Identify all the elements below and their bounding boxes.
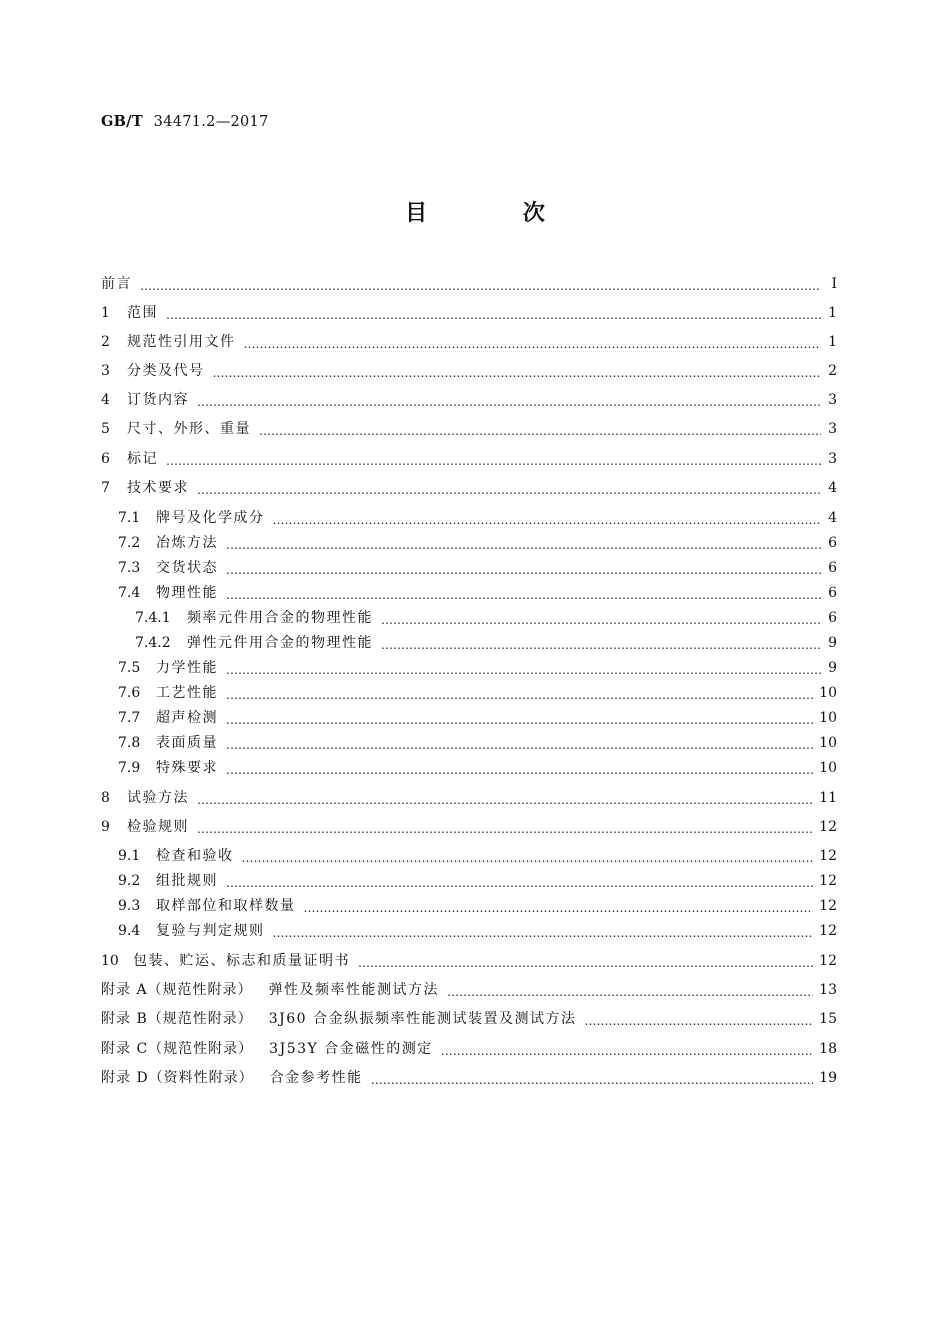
toc-dot-leader — [226, 583, 821, 603]
toc-dot-leader — [381, 608, 821, 628]
toc-entry-label: 技术要求 — [127, 480, 189, 496]
toc-entry-number: 附录 D（资料性附录） — [101, 1070, 254, 1086]
toc-entry[interactable] — [118, 896, 837, 916]
toc-entry-number: 9.4 — [118, 923, 141, 939]
toc-entry-page: 1 — [828, 334, 837, 350]
toc-entry[interactable] — [118, 733, 837, 753]
toc-entry-label: 频率元件用合金的物理性能 — [187, 610, 373, 626]
toc-entry-page: 6 — [828, 585, 837, 601]
toc-entry[interactable] — [118, 846, 837, 866]
toc-entry-label: 牌号及化学成分 — [156, 510, 265, 526]
toc-entry[interactable] — [101, 332, 837, 352]
toc-dot-leader — [226, 683, 813, 703]
toc-entry[interactable] — [118, 508, 837, 528]
page-title: 目 次 — [405, 201, 589, 226]
toc-entry-number: 2 — [101, 334, 110, 350]
toc-entry-page: 9 — [828, 660, 837, 676]
toc-entry-page: 13 — [819, 982, 837, 998]
toc-entry-label: 物理性能 — [156, 585, 218, 601]
toc-entry-number: 6 — [101, 451, 110, 467]
toc-dot-leader — [226, 733, 813, 753]
toc-entry[interactable] — [101, 817, 837, 837]
toc-entry-page: 6 — [828, 535, 837, 551]
toc-entry-label: 3J53Y 合金磁性的测定 — [269, 1041, 433, 1057]
toc-entry-page: 3 — [828, 392, 837, 408]
toc-dot-leader — [371, 1068, 813, 1088]
toc-entry-page: I — [831, 276, 837, 292]
toc-entry-number: 7.1 — [118, 510, 141, 526]
toc-entry-label: 检查和验收 — [156, 848, 234, 864]
toc-entry-label: 工艺性能 — [156, 685, 218, 701]
toc-entry-label: 复验与判定规则 — [156, 923, 265, 939]
toc-entry[interactable] — [118, 871, 837, 891]
standard-number: 34471.2—2017 — [153, 114, 269, 130]
toc-entry[interactable] — [118, 558, 837, 578]
toc-entry-page: 11 — [819, 790, 837, 806]
toc-entry-page: 10 — [819, 735, 837, 751]
toc-entry-label: 前言 — [101, 276, 132, 292]
toc-entry-page: 2 — [828, 363, 837, 379]
toc-entry[interactable] — [101, 980, 837, 1000]
toc-entry-label: 检验规则 — [127, 819, 189, 835]
toc-entry-number: 1 — [101, 305, 110, 321]
toc-entry-label: 分类及代号 — [127, 363, 205, 379]
toc-entry[interactable] — [101, 478, 837, 498]
toc-entry-page: 6 — [828, 610, 837, 626]
toc-entry[interactable] — [135, 633, 837, 653]
toc-entry-number: 7.7 — [118, 710, 141, 726]
toc-entry[interactable] — [101, 1039, 837, 1059]
toc-entry-page: 1 — [828, 305, 837, 321]
toc-entry[interactable] — [101, 449, 837, 469]
toc-entry-label: 弹性及频率性能测试方法 — [268, 982, 440, 998]
toc-entry[interactable] — [101, 951, 837, 971]
toc-entry-label: 试验方法 — [127, 790, 189, 806]
toc-entry-number: 7.6 — [118, 685, 141, 701]
standard-prefix: GB/T — [101, 113, 143, 130]
toc-entry[interactable] — [101, 274, 837, 294]
toc-dot-leader — [447, 980, 813, 1000]
toc-entry-number: 7 — [101, 480, 110, 496]
toc-dot-leader — [226, 708, 813, 728]
toc-entry[interactable] — [118, 658, 837, 678]
toc-entry[interactable] — [118, 708, 837, 728]
toc-entry-page: 10 — [819, 685, 837, 701]
toc-entry-number: 7.9 — [118, 760, 141, 776]
toc-entry-label: 规范性引用文件 — [127, 334, 236, 350]
toc-entry-number: 9 — [101, 819, 110, 835]
toc-entry-page: 12 — [819, 819, 837, 835]
toc-entry[interactable] — [101, 361, 837, 381]
toc-dot-leader — [358, 951, 813, 971]
toc-entry-label: 力学性能 — [156, 660, 218, 676]
toc-dot-leader — [585, 1009, 814, 1029]
toc-entry-page: 6 — [828, 560, 837, 576]
toc-entry[interactable] — [118, 921, 837, 941]
toc-entry[interactable] — [135, 608, 837, 628]
toc-entry-label: 弹性元件用合金的物理性能 — [187, 635, 373, 651]
toc-entry-page: 10 — [819, 710, 837, 726]
toc-entry-number: 5 — [101, 421, 110, 437]
toc-entry[interactable] — [101, 1009, 837, 1029]
toc-entry-label: 表面质量 — [156, 735, 218, 751]
toc-entry-page: 19 — [819, 1070, 837, 1086]
toc-entry-page: 3 — [828, 421, 837, 437]
toc-dot-leader — [441, 1039, 813, 1059]
toc-entry-label: 取样部位和取样数量 — [156, 898, 296, 914]
toc-dot-leader — [197, 390, 821, 410]
toc-dot-leader — [273, 921, 814, 941]
toc-dot-leader — [197, 478, 821, 498]
toc-entry-label: 超声检测 — [156, 710, 218, 726]
toc-entry[interactable] — [101, 788, 837, 808]
toc-entry-label: 合金参考性能 — [269, 1070, 363, 1086]
toc-dot-leader — [226, 871, 813, 891]
toc-entry[interactable] — [101, 390, 837, 410]
toc-entry-page: 12 — [819, 953, 837, 969]
toc-entry-number: 7.2 — [118, 535, 141, 551]
toc-entry-page: 18 — [819, 1041, 837, 1057]
toc-entry-page: 3 — [828, 451, 837, 467]
toc-entry[interactable] — [101, 303, 837, 323]
toc-entry-label: 冶炼方法 — [156, 535, 218, 551]
toc-entry-number: 附录 A（规范性附录） — [101, 982, 253, 998]
toc-entry[interactable] — [118, 583, 837, 603]
toc-dot-leader — [140, 274, 821, 294]
toc-entry-number: 8 — [101, 790, 110, 806]
toc-entry-number: 7.8 — [118, 735, 141, 751]
toc-dot-leader — [166, 303, 821, 323]
toc-entry-number: 10 — [101, 953, 119, 969]
toc-dot-leader — [226, 758, 813, 778]
toc-entry-page: 12 — [819, 848, 837, 864]
toc-entry[interactable] — [101, 419, 837, 439]
toc-entry-number: 3 — [101, 363, 110, 379]
toc-entry-label: 订货内容 — [127, 392, 189, 408]
toc-dot-leader — [304, 896, 814, 916]
toc-entry-page: 9 — [828, 635, 837, 651]
toc-entry-page: 15 — [819, 1011, 837, 1027]
toc-entry-label: 3J60 合金纵振频率性能测试装置及测试方法 — [268, 1011, 577, 1027]
toc-entry-label: 组批规则 — [156, 873, 218, 889]
toc-dot-leader — [381, 633, 821, 653]
toc-entry-label: 尺寸、外形、重量 — [127, 421, 251, 437]
toc-entry-page: 12 — [819, 898, 837, 914]
toc-entry-number: 9.2 — [118, 873, 141, 889]
toc-entry-page: 4 — [828, 510, 837, 526]
toc-dot-leader — [242, 846, 814, 866]
toc-entry-label: 交货状态 — [156, 560, 218, 576]
toc-entry-label: 标记 — [127, 451, 158, 467]
toc-entry[interactable] — [101, 1068, 837, 1088]
toc-dot-leader — [244, 332, 822, 352]
toc-entry-number: 附录 B（规范性附录） — [101, 1011, 253, 1027]
toc-entry[interactable] — [118, 533, 837, 553]
toc-entry-number: 7.5 — [118, 660, 141, 676]
toc-entry-number: 附录 C（规范性附录） — [101, 1041, 254, 1057]
toc-entry-number: 7.4.2 — [135, 635, 171, 651]
toc-dot-leader — [197, 817, 813, 837]
toc-entry-page: 4 — [828, 480, 837, 496]
toc-dot-leader — [197, 788, 813, 808]
toc-dot-leader — [213, 361, 822, 381]
toc-entry-number: 7.3 — [118, 560, 141, 576]
toc-entry-number: 7.4 — [118, 585, 141, 601]
toc-dot-leader — [226, 558, 821, 578]
toc-dot-leader — [273, 508, 822, 528]
toc-dot-leader — [166, 449, 821, 469]
toc-entry-number: 7.4.1 — [135, 610, 171, 626]
toc-dot-leader — [226, 533, 821, 553]
toc-dot-leader — [226, 658, 821, 678]
toc-entry-page: 12 — [819, 873, 837, 889]
toc-entry[interactable] — [118, 683, 837, 703]
toc-entry-page: 12 — [819, 923, 837, 939]
toc-entry-label: 特殊要求 — [156, 760, 218, 776]
toc-entry-page: 10 — [819, 760, 837, 776]
toc-entry[interactable] — [118, 758, 837, 778]
toc-dot-leader — [259, 419, 821, 439]
toc-entry-number: 4 — [101, 392, 110, 408]
toc-entry-number: 9.3 — [118, 898, 141, 914]
toc-entry-number: 9.1 — [118, 848, 141, 864]
toc-entry-label: 范围 — [127, 305, 158, 321]
toc-entry-label: 包装、贮运、标志和质量证明书 — [133, 953, 350, 969]
